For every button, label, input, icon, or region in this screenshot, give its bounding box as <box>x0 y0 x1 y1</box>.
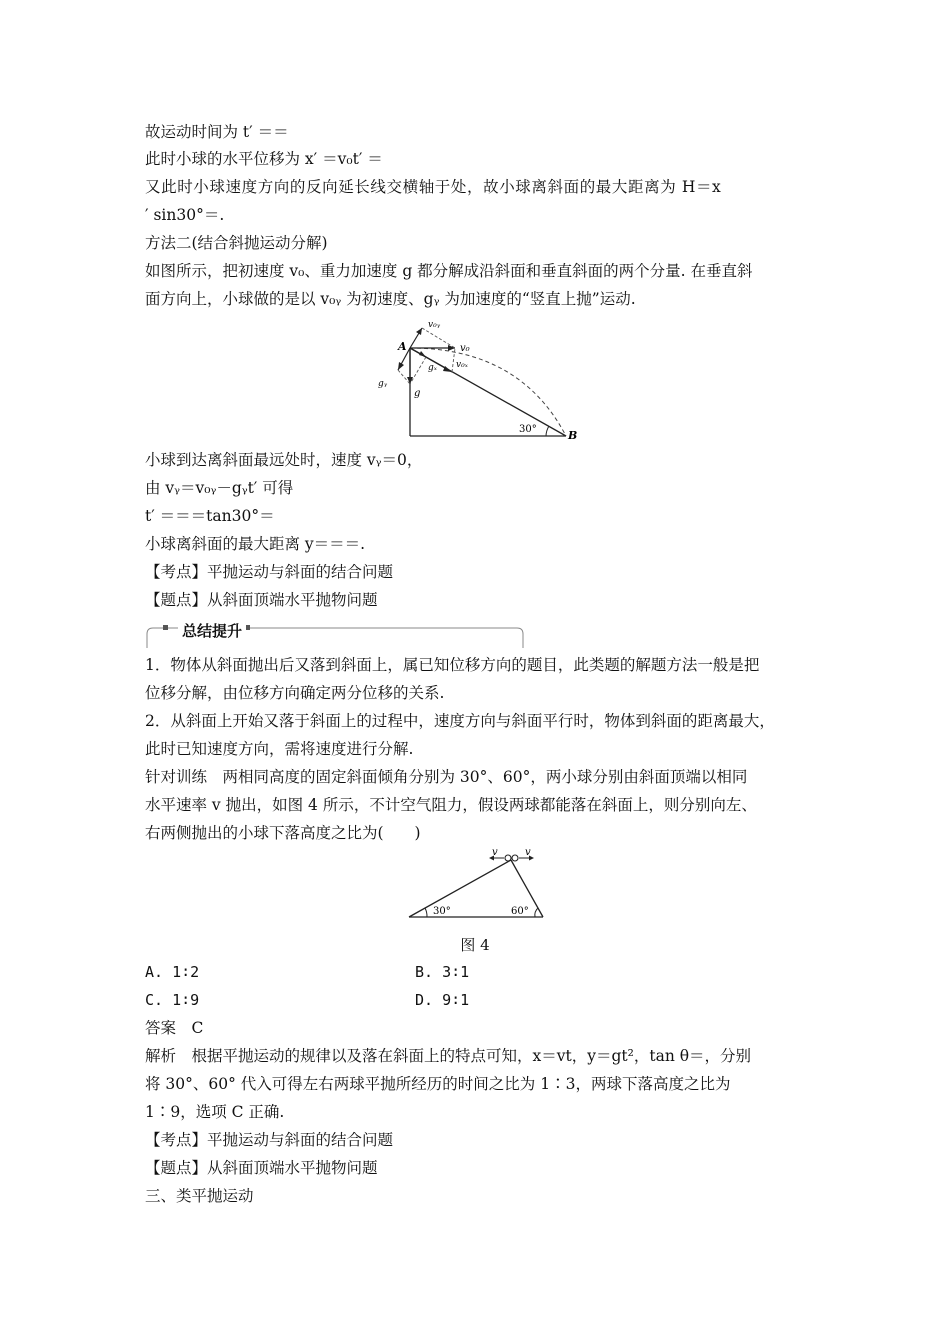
option-a[interactable]: A. 1∶2 <box>145 963 200 981</box>
text-line: 小球离斜面的最大距离 y＝＝＝. <box>145 535 366 553</box>
label-B: B <box>568 429 578 442</box>
option-c[interactable]: C. 1∶9 <box>145 991 200 1009</box>
text-line: 由 vᵧ＝v₀ᵧ－gᵧt′ 可得 <box>145 479 294 497</box>
text-line: 【题点】从斜面顶端水平抛物问题 <box>145 591 378 609</box>
label-gy: gᵧ <box>378 379 388 389</box>
option-b[interactable]: B. 3∶1 <box>415 963 470 981</box>
text-line: 故运动时间为 t′ ＝＝ <box>145 123 289 141</box>
label-v0x: v₀ₓ <box>456 360 468 370</box>
summary-title: 总结提升 <box>178 620 246 641</box>
label-30: 30° <box>433 906 451 917</box>
text-line: ′ sin30°＝. <box>145 206 225 224</box>
section-heading: 三、类平抛运动 <box>145 1187 254 1205</box>
label-v-left: v <box>492 848 498 858</box>
text-line: 【考点】平抛运动与斜面的结合问题 <box>145 563 394 581</box>
label-v0: v₀ <box>460 343 470 354</box>
label-gx: gₓ <box>428 363 437 373</box>
text-line: 2．从斜面上开始又落于斜面上的过程中，速度方向与斜面平行时，物体到斜面的距离最大， <box>145 712 775 730</box>
text-line: 【考点】平抛运动与斜面的结合问题 <box>145 1131 394 1149</box>
text-line: 位移分解，由位移方向确定两分位移的关系. <box>145 684 445 702</box>
slope-decomposition-figure <box>360 318 600 446</box>
text-line: 水平速率 v 抛出，如图 4 所示，不计空气阻力，假设两球都能落在斜面上，则分别向左、 <box>145 796 757 814</box>
text-line: 此时已知速度方向，需将速度进行分解. <box>145 740 414 758</box>
text-line: t′ ＝＝＝tan30°＝ <box>145 507 275 525</box>
label-v-right: v <box>525 848 531 858</box>
label-angle: 30° <box>519 424 537 435</box>
text-line: 将 30°、60° 代入可得左右两球平抛所经历的时间之比为 1∶3，两球下落高度之比为 <box>145 1075 731 1093</box>
label-A: A <box>398 340 407 353</box>
figure-caption: 图 4 <box>460 936 490 954</box>
option-d[interactable]: D. 9∶1 <box>415 991 470 1009</box>
text-line: 1．物体从斜面抛出后又落到斜面上，属已知位移方向的题目，此类题的解题方法一般是把 <box>145 656 760 674</box>
text-line: 此时小球的水平位移为 x′ ＝v₀t′ ＝ <box>145 150 383 168</box>
label-g: g <box>414 388 421 399</box>
text-line: 【题点】从斜面顶端水平抛物问题 <box>145 1159 378 1177</box>
text-line: 解析 根据平抛运动的规律以及落在斜面上的特点可知，x＝vt，y＝gt²，tan θ＝，分别 <box>145 1047 752 1065</box>
answer-line: 答案 C <box>145 1019 204 1037</box>
text-line: 如图所示，把初速度 v₀、重力加速度 g 都分解成沿斜面和垂直斜面的两个分量. 在垂直斜 <box>145 262 753 280</box>
text-line: 针对训练 两相同高度的固定斜面倾角分别为 30°、60°，两小球分别由斜面顶端以相同 <box>145 768 748 786</box>
label-v0y: v₀ᵧ <box>428 320 441 330</box>
text-line: 小球到达离斜面最远处时，速度 vᵧ＝0， <box>145 451 423 469</box>
text-line: 方法二(结合斜抛运动分解) <box>145 234 328 252</box>
two-slopes-figure <box>405 848 550 923</box>
text-line: 又此时小球速度方向的反向延长线交横轴于处，故小球离斜面的最大距离为 H＝x <box>145 178 722 196</box>
text-line: 面方向上，小球做的是以 v₀ᵧ 为初速度、gᵧ 为加速度的“竖直上抛”运动. <box>145 290 636 308</box>
text-line: 右两侧抛出的小球下落高度之比为( ) <box>145 824 421 842</box>
label-60: 60° <box>511 906 529 917</box>
text-line: 1∶9，选项 C 正确. <box>145 1103 285 1121</box>
